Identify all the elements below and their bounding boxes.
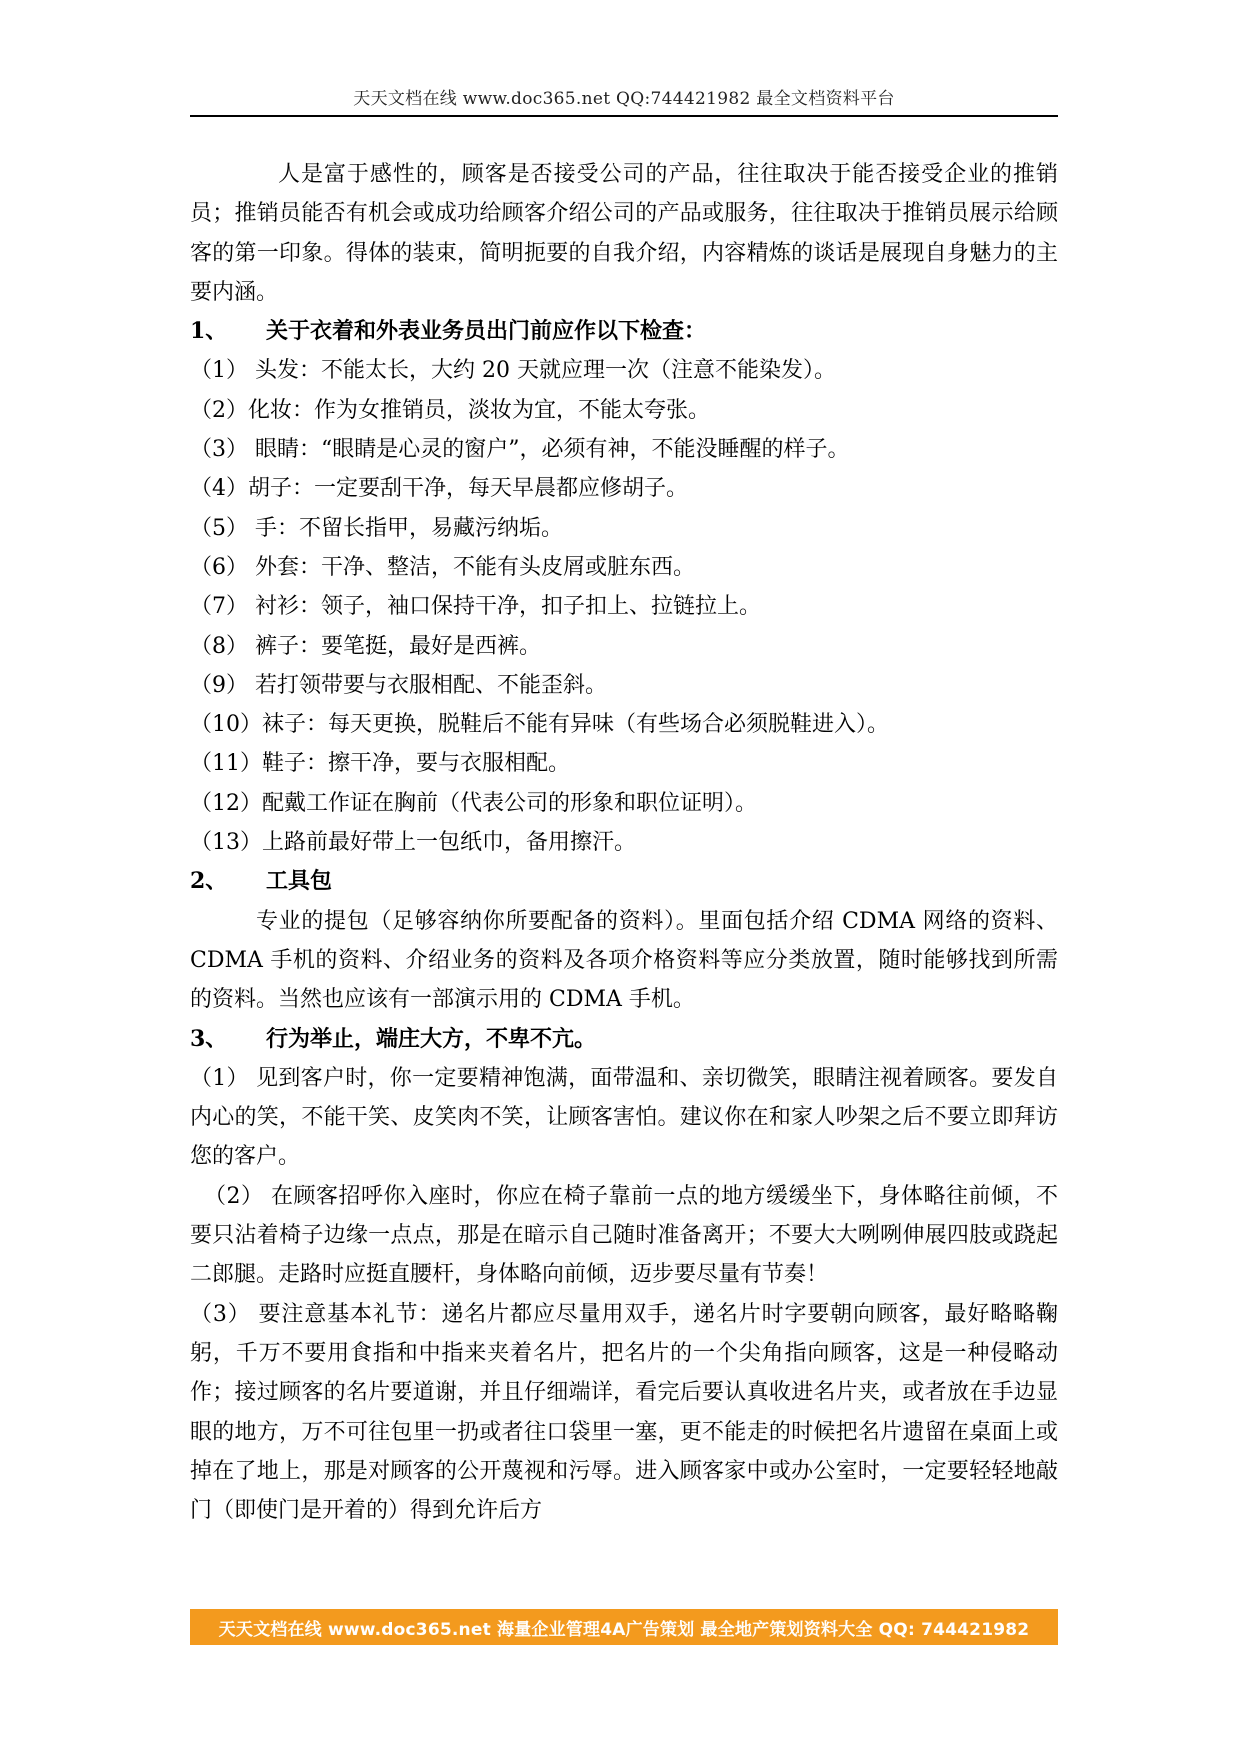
checklist-item: （7） 衬衫：领子，袖口保持干净，扣子扣上、拉链拉上。 [190,594,761,620]
section-3-number: 3、 [190,1025,228,1052]
section-3-paragraph: （2） 在顾客招呼你入座时，你应在椅子靠前一点的地方缓缓坐下，身体略往前倾，不要只沾着椅子边缘一点点，那是在暗示自己随时准备离开；不要大大咧咧伸展四肢或跷起二郎腿。走路时应挺直腰杆，身体略向前倾，迈步要尽量有节奏！ [190,1183,1058,1288]
checklist-item: （12）配戴工作证在胸前（代表公司的形象和职位证明）。 [190,790,757,816]
checklist-item: （9） 若打领带要与衣服相配、不能歪斜。 [190,672,607,698]
checklist-item: （8） 裤子：要笔挺，最好是西裤。 [190,633,541,659]
section-3-title: 行为举止，端庄大方，不卑不亢。 [266,1025,597,1052]
section-1-heading [190,312,1058,351]
footer-banner [190,1609,1058,1645]
checklist-item: （6） 外套：干净、整洁，不能有头皮屑或脏东西。 [190,554,695,580]
section-2-paragraph: 专业的提包（足够容纳你所要配备的资料）。里面包括介绍 CDMA 网络的资料、CDMA 手机的资料、介绍业务的资料及各项介格资料等应分类放置，随时能够找到所需的资料。当然也应该有一部演示用的 CDMA 手机。 [190,908,1058,1013]
header-divider [190,115,1058,117]
footer-banner-text: 天天文档在线 www.doc365.net 海量企业管理4A广告策划 最全地产策划资料大全 QQ: 744421982 [218,1619,1030,1640]
intro-paragraph: 人是富于感性的，顾客是否接受公司的产品，往往取决于能否接受企业的推销员；推销员能否有机会或成功给顾客介绍公司的产品或服务，往往取决于推销员展示给顾客的第一印象。得体的装束，简明扼要的自我介绍，内容精炼的谈话是展现自身魅力的主要内涵。 [190,162,1058,305]
document-body [190,155,1058,1530]
section-1-number: 1、 [190,318,228,345]
checklist-item: （3） 眼睛：“眼睛是心灵的窗户”，必须有神，不能没睡醒的样子。 [190,437,850,463]
checklist-item: （11）鞋子：擦干净，要与衣服相配。 [190,751,570,777]
section-1-title: 关于衣着和外表业务员出门前应作以下检查： [266,318,707,345]
section-3-paragraph: （1） 见到客户时，你一定要精神饱满，面带温和、亲切微笑，眼睛注视着顾客。要发自内心的笑，不能干笑、皮笑肉不笑，让顾客害怕。建议你在和家人吵架之后不要立即拜访您的客户。 [190,1065,1058,1170]
section-3-paragraph: （3） 要注意基本礼节：递名片都应尽量用双手，递名片时字要朝向顾客，最好略略鞠躬，千万不要用食指和中指来夹着名片，把名片的一个尖角指向顾客，这是一种侵略动作；接过顾客的名片要道谢，并且仔细端详，看完后要认真收进名片夹，或者放在手边显眼的地方，万不可往包里一扔或者往口袋里一塞，更不能走的时候把名片遗留在桌面上或掉在了地上，那是对顾客的公开蔑视和污辱。进入顾客家中或办公室时，一定要轻轻地敲门（即使门是开着的）得到允许后方 [190,1301,1058,1524]
checklist-item: （13）上路前最好带上一包纸巾，备用擦汗。 [190,830,636,856]
section-2-heading [190,862,1058,901]
checklist-item: （10）袜子：每天更换，脱鞋后不能有异味（有些场合必须脱鞋进入）。 [190,712,889,738]
page-header: 天天文档在线 www.doc365.net QQ:744421982 最全文档资料平台 [353,89,895,109]
checklist-item: （1） 头发：不能太长，大约 20 天就应理一次（注意不能染发）。 [190,358,836,384]
checklist-item: （5） 手：不留长指甲，易藏污纳垢。 [190,515,563,541]
section-2-title: 工具包 [266,868,333,895]
section-3-heading [190,1020,1058,1059]
section-2-number: 2、 [190,868,228,895]
checklist-item: （4）胡子：一定要刮干净，每天早晨都应修胡子。 [190,476,688,502]
checklist-item: （2）化妆：作为女推销员，淡妆为宜，不能太夸张。 [190,397,710,423]
